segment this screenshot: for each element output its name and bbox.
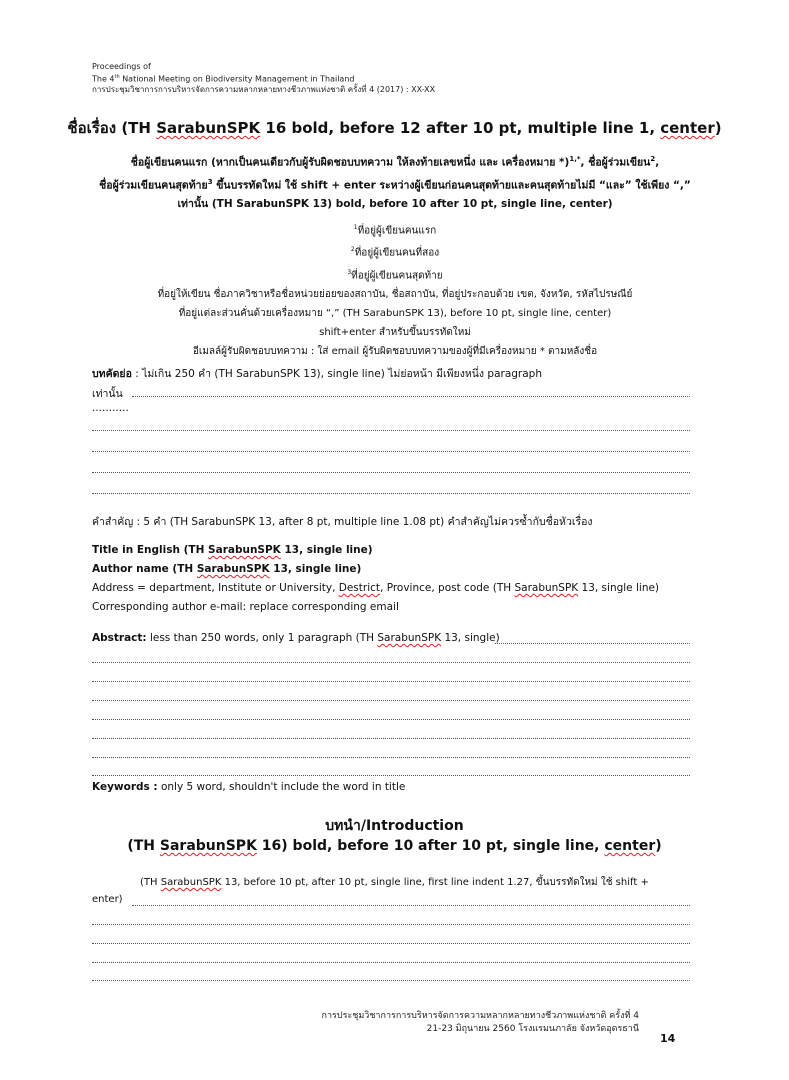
- thai-abstract-text: : ไม่เกิน 250 คำ (TH SarabunSPK 13), single line) ไม่ย่อหน้า มีเพียงหนึ่ง paragraph: [131, 368, 542, 380]
- english-title-pre: Title in English (TH: [92, 544, 209, 556]
- dotted-line: [92, 430, 690, 431]
- affiliation-3-sup: 3: [347, 268, 352, 276]
- intro-sub-mid: 16) bold, before 10 after 10 pt, single line,: [256, 838, 605, 854]
- english-title-font: SarabunSPK: [208, 544, 281, 556]
- english-author-font: SarabunSPK: [196, 563, 270, 575]
- intro-sub-post: ): [655, 838, 662, 854]
- intro-sub-font: SarabunSPK: [159, 838, 257, 854]
- author-sup-1: 1,*: [569, 155, 581, 163]
- affiliation-6: shift+enter สำหรับขึ้นบรรทัดใหม่: [319, 326, 471, 338]
- english-address-a: Address = department, Institute or University,: [92, 582, 339, 594]
- dotted-line: [495, 643, 690, 644]
- thai-abstract-line-2: เท่านั้น: [92, 388, 123, 400]
- dotted-line: [92, 700, 690, 701]
- author-line-1: [80, 150, 710, 173]
- header-line-2-sup: th: [114, 74, 120, 80]
- intro-para-font: SarabunSPK: [160, 877, 222, 888]
- intro-paragraph: [140, 875, 692, 890]
- affiliation-2-sup: 2: [350, 246, 355, 254]
- dotted-line: [92, 738, 690, 739]
- footer-line-1: การประชุมวิชาการการบริหารจัดการความหลากหลายทางชีวภาพแห่งชาติ ครั้งที่ 4: [321, 1011, 639, 1021]
- thai-abstract: [92, 365, 692, 382]
- intro-para-text: 13, before 10 pt, after 10 pt, single line, first line indent 1.27, ขึ้นบรรทัดใหม่ ใช้ shift +: [221, 877, 649, 888]
- affiliation-2: [80, 240, 710, 262]
- dotted-line: [92, 962, 690, 963]
- header-line-3: การประชุมวิชาการการบริหารจัดการความหลากหลายทางชีวภาพแห่งชาติ ครั้งที่ 4 (2017) : XX-XX: [92, 84, 436, 94]
- author-line-2: [80, 173, 710, 196]
- dotted-line: [92, 775, 690, 776]
- author-line-2a: ชื่อผู้ร่วมเขียนคนสุดท้าย: [99, 179, 208, 191]
- dotted-line: [132, 905, 690, 906]
- author-block: [80, 150, 710, 214]
- paper-title: [0, 116, 789, 140]
- english-keywords-text: only 5 word, shouldn't include the word in title: [157, 781, 406, 793]
- footer-line-2: 21-23 มิถุนายน 2560 โรงแรมนภาลัย จังหวัดอุดรธานี: [426, 1024, 639, 1034]
- intro-para-pre: (TH: [140, 877, 161, 888]
- english-author-post: 13, single line): [269, 563, 362, 575]
- dotted-line: [92, 472, 690, 473]
- intro-subheading: [0, 838, 789, 854]
- english-abstract-a: less than 250 words, only 1 paragraph (TH: [146, 632, 378, 644]
- thai-abstract-label: บทคัดย่อ: [92, 368, 132, 380]
- affiliation-1-text: ที่อยู่ผู้เขียนคนแรก: [357, 225, 437, 237]
- english-title-post: 13, single line): [280, 544, 373, 556]
- header-line-2: [92, 72, 435, 85]
- english-title: [92, 544, 692, 556]
- title-mid: 16 bold, before 12 after 10 pt, multiple line 1,: [260, 119, 661, 137]
- thai-keywords-text: 5 คำ (TH SarabunSPK 13, after 8 pt, multiple line 1.08 pt) คำสำคัญไม่ควรซ้ำกับชื่อหัวเรื่อง: [140, 516, 593, 528]
- affiliation-5: ที่อยู่แต่ละส่วนคั่นด้วยเครื่องหมาย “,” (TH SarabunSPK 13), before 10 pt, single line, center): [178, 307, 612, 319]
- intro-paragraph-line-2: enter): [92, 894, 123, 905]
- english-address-c: 13, single line): [578, 582, 660, 594]
- page-footer: [322, 1010, 639, 1036]
- dotted-line: [92, 681, 690, 682]
- page-number: 14: [660, 1032, 676, 1045]
- dotted-line: [92, 943, 690, 944]
- english-address-b: , Province, post code (TH: [380, 582, 515, 594]
- thai-keywords-label: คำสำคัญ :: [92, 516, 141, 528]
- affiliation-1-sup: 1: [353, 224, 358, 231]
- dotted-line: [132, 396, 690, 397]
- english-abstract-label: Abstract:: [92, 632, 147, 644]
- english-keywords-label: Keywords :: [92, 781, 158, 793]
- author-sup-2: 2: [650, 155, 656, 163]
- english-email: Corresponding author e-mail: replace corresponding email: [92, 601, 399, 613]
- dotted-line: [92, 662, 690, 663]
- affiliation-7: อีเมลล์ผู้รับผิดชอบบทความ : ใส่ email ผู้รับผิดชอบบทความของผู้ที่มีเครื่องหมาย * ตามหลังชื่อ: [192, 345, 598, 357]
- english-address: [92, 582, 692, 594]
- affiliation-block: [80, 218, 710, 361]
- english-address-font: SarabunSPK: [514, 582, 579, 594]
- dotted-line: [92, 493, 690, 494]
- author-sup-3: 3: [207, 177, 213, 186]
- intro-sub-pre: (TH: [127, 838, 160, 854]
- author-line-1c: ,: [655, 156, 660, 169]
- author-line-2b: ขึ้นบรรทัดใหม่ ใช้ shift + enter ระหว่างผู้เขียนก่อนคนสุดท้ายและคนสุดท้ายไม่มี “และ” ใช้เพียง “,”: [212, 179, 691, 191]
- english-keywords: [92, 781, 692, 793]
- dotted-line: [92, 757, 690, 758]
- affiliation-1: [80, 218, 710, 240]
- affiliation-2-text: ที่อยู่ผู้เขียนคนที่สอง: [354, 247, 440, 259]
- proceedings-header: [92, 62, 435, 95]
- english-author: [92, 563, 692, 575]
- header-line-1: Proceedings of: [92, 62, 151, 71]
- dotted-line: [92, 924, 690, 925]
- dotted-line: [92, 980, 690, 981]
- title-center: center: [660, 119, 715, 137]
- dotted-line: [92, 719, 690, 720]
- author-line-1a: ชื่อผู้เขียนคนแรก (หากเป็นคนเดียวกับผู้รับผิดชอบบทความ ให้ลงท้ายเลขหนึ่ง และ เครื่องหมาย *): [130, 156, 570, 169]
- author-line-1b: , ชื่อผู้ร่วมเขียน: [580, 156, 651, 169]
- english-author-pre: Author name (TH: [92, 563, 197, 575]
- english-abstract-font: SarabunSPK: [377, 632, 442, 644]
- affiliation-3: [80, 263, 710, 285]
- thai-keywords: [92, 513, 692, 530]
- header-line-2-suffix: National Meeting on Biodiversity Management in Thailand: [119, 74, 355, 84]
- title-post: ): [714, 119, 722, 137]
- thai-abstract-line-3: ...........: [92, 402, 129, 414]
- english-abstract-b: 13, single): [441, 632, 500, 644]
- header-line-2-prefix: The 4: [92, 74, 115, 84]
- affiliation-4: ที่อยู่ให้เขียน ชื่อภาควิชาหรือชื่อหน่วยย่อยของสถาบัน, ชื่อสถาบัน, ที่อยู่ประกอบด้วย เขต, จังหวัด, รหัสไปรษณีย์: [157, 288, 633, 300]
- author-line-3: เท่านั้น (TH SarabunSPK 13) bold, before 10 after 10 pt, single line, center): [177, 198, 613, 210]
- english-address-destrict: Destrict: [338, 582, 381, 594]
- dotted-line: [92, 451, 690, 452]
- intro-sub-center: center: [604, 838, 656, 854]
- affiliation-3-text: ที่อยู่ผู้เขียนคนสุดท้าย: [351, 269, 443, 281]
- title-font: SarabunSPK: [156, 119, 261, 137]
- intro-heading: บทนำ/Introduction: [325, 818, 464, 834]
- title-pre: ชื่อเรื่อง (TH: [67, 119, 157, 137]
